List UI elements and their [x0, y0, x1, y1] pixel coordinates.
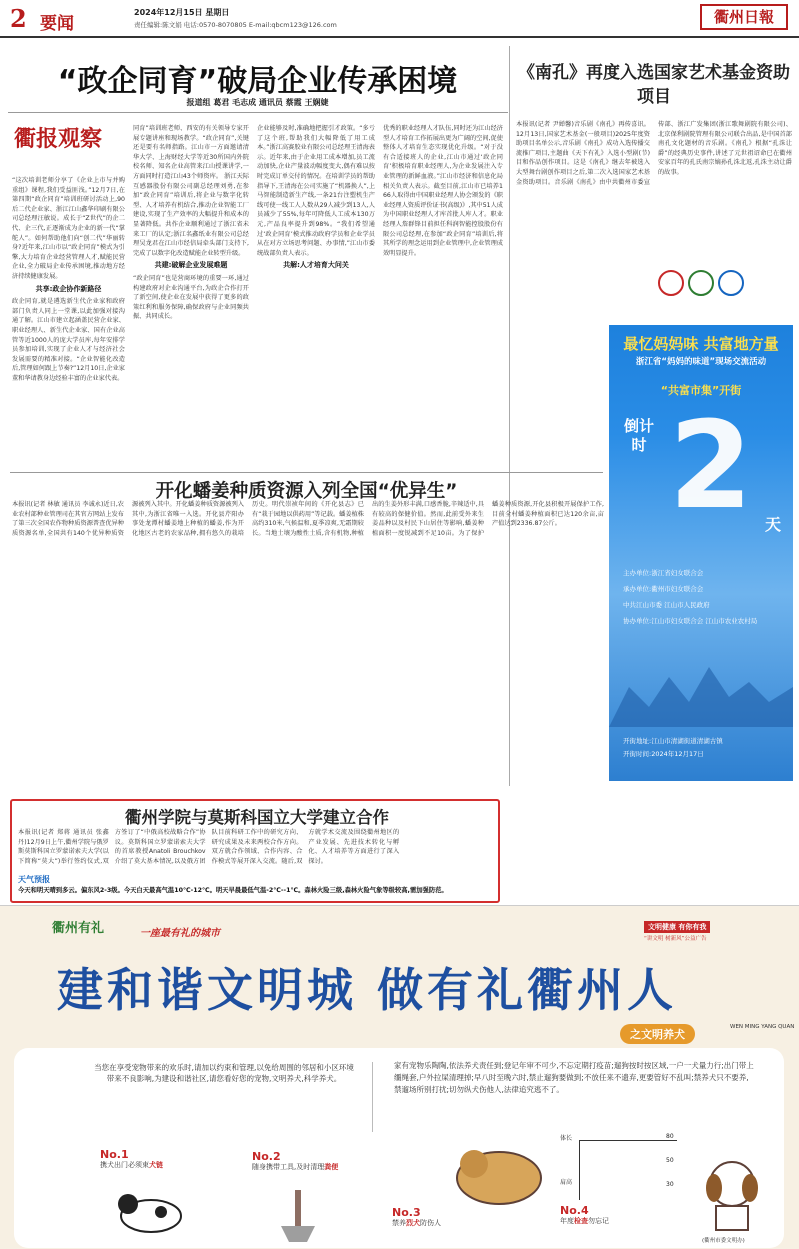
rule-3-tail: 防伤人 [420, 1219, 441, 1227]
rule-3 [392, 1208, 441, 1228]
subhead-1: 共享:政企协作新路径 [35, 284, 102, 293]
event-ad [609, 247, 793, 781]
ruler-mark-50: 50 [666, 1157, 674, 1164]
rule-4-no: No.4 [560, 1204, 589, 1217]
panel-left-text: 当您在享受宠物带来的欢乐时,请加以约束和管理,以免给周围的邻居和小区环境带来不良影响,为建设和谐社区,请您看好您的宠物,文明养犬,科学养犬。 [94, 1063, 354, 1083]
ad-credit: (衢州市委文明办) [702, 1238, 745, 1244]
ad-logos-icon [609, 247, 793, 325]
rule-1-text: 携犬出门必须束 [100, 1161, 149, 1169]
ad-site: 开街地址:江山市清湖街道清湖古镇 [623, 737, 723, 745]
civility-ad [0, 905, 799, 1249]
dog-ruler [560, 1133, 677, 1200]
rule-2 [252, 1152, 338, 1172]
rule-4 [560, 1206, 609, 1226]
headline-story4: 衢州学院与莫斯科国立大学建立合作 [125, 808, 389, 827]
fierce-dog-icon [444, 1128, 554, 1218]
rule-2-no: No.2 [252, 1150, 281, 1163]
story2-body: 本报讯(记者 尹婵馨)音乐剧《南孔》再传喜讯。12月13日,国家艺术基金(一般项目)2025年度资助项目名单公示,音乐剧《南孔》成功入选传播交流推广项目,主题曲《天下有礼》入选小型剧(节)目和作品创作项目。这是《南孔》继去年被选入大型舞台剧创作项目之后,第二次入选国家艺术基金资助项目。音乐剧《南孔》由中共衢州市委宣传部、浙江广发集团(浙江歌舞剧院有限公司)、北京保利剧院管理有限公司联合出品,是中国首部南孔文化题材的音乐剧。《南孔》根据“孔洙让爵”的经典历史事件,讲述了元世祖诏命已在衢州安家百年的孔氏南宗嫡孙孔洙北返,孔洙主动让爵的故事。 [516, 121, 792, 186]
civility-title: 建和谐文明城 做有礼衢州人 [57, 963, 678, 1017]
ruler-length-label: 体长 [560, 1135, 573, 1142]
rules-panel [14, 1048, 784, 1248]
story1-column-3 [257, 124, 375, 466]
page-number: 2 [10, 4, 27, 33]
ad-logo-strip [609, 247, 793, 325]
dog-leash-icon [106, 1176, 196, 1242]
rule-2-key: 粪便 [324, 1163, 339, 1171]
ruler-mark-80: 80 [666, 1133, 674, 1140]
story1-text-1: “这次培训老师分享了《企业上市与并购重组》课程,我们受益匪浅。”12月7日,在第四期“政企同育”培训班研讨活动上,90后二代企业家、浙江江山鑫华印刷有限公司总经理汪敏说。成长于“Z世代”的企二代、企三代,正逐渐成为企业的新一代“掌舵人”。如何帮助他们向“创二代”华丽转身?近年来,江山市以“政企同育”模式为引擎,大力培育企业经营管理人才,赋能民营企业,全力破局企业传承困境,推动地方经济持续健康发展。 [12, 177, 125, 280]
headline-story3: 开化蟠姜种质资源入列全国“优异生” [10, 472, 603, 503]
panel-right-text: 家有宠物乐陶陶,依法养犬责任到;登记年审不可少,不忘定期打疫苗;遛狗按时按区域,一户一犬量力行;出门带上缰绳套,户外拉屎清理掉;早八时至晚六时,禁止遛狗要做到;不放任来不遗弃,更要管好不乱叫;禁养犬只不要养,禁遛场所别打扰;切勿纵犬伤他人,法律追究逃不了。 [394, 1061, 754, 1094]
civility-badge: 文明健康 有你有我 [644, 921, 710, 933]
civility-badge-sub: “讲文明 树新风”公益广告 [644, 936, 707, 942]
story1-column-4 [383, 124, 503, 466]
story1-text-5: “政企同育”也是营商环境的重要一环,通过构建政府对企业沟通平台,为政企合作打开了新空间,使企业在发展中获得了更多的政策红利和服务保障,确保政府与企业同频共振、共同成长。 [133, 274, 249, 321]
issue-date: 2024年12月15日 星期日 [134, 8, 230, 17]
quzhou-logo: 衢州有礼 [52, 921, 105, 936]
story1-column-1 [12, 176, 125, 466]
headline-story1: “政企同育”破局企业传承困境 [57, 64, 458, 99]
weather-text: 今天和明天晴到多云。偏东风2-3级。今天白天最高气温10℃-12℃。明天早晨最低气温-2℃--1℃。森林火险三级,森林火险气象等级较高,需加强防范。 [18, 887, 448, 894]
dog-badge: 之文明养犬 [620, 1024, 695, 1044]
rule-1-key: 犬链 [149, 1161, 163, 1169]
dog-badge-en: WEN MING YANG QUAN [730, 1024, 795, 1030]
observe-label [14, 122, 114, 172]
story4-body: 本报讯(记者 郑蒋 通讯员 张鑫丹)12月9日上午,衢州学院与俄罗斯莫斯科国立罗蒙诺索夫大学(以下简称“莫大”)举行签约仪式,双方签订了“中俄高校战略合作”协议。莫斯科国立罗蒙诺索夫大学的首席教授Anatoli Brouchkov介绍了莫大基本情况,以及俄方团队目前科研工作中的研究方向、研究成果及未来两校合作方向。双方就合作领域、合作内容、合作模式等展开深入交流。随后,双方就学术交流及围绕衢州地区的产业发展、先进技术转化与孵化、人才培养等方面进行了深入探讨。 [18, 829, 400, 865]
weather-label: 天气预报 [18, 875, 50, 884]
ad-unit: 天 [765, 515, 782, 534]
weather-forecast [18, 874, 496, 899]
ad-street: “共富市集”开街 [660, 384, 742, 397]
headline-story2: 《南孔》再度入选国家艺术基金资助项目 [518, 63, 790, 107]
shovel-icon [259, 1188, 339, 1244]
rule-4-tail: 勿忘记 [588, 1217, 609, 1225]
story1-text-6: 企业能够及时,准确地把握引才政策。“多亏了这个班,帮助我们大幅降低了用工成本。”浙江高赛胶业有限公司总经理王清海表示。近年来,由于企业用工成本增加,员工流动加快,企业产量波动幅度变大,偶有难以按时完成订单交付的情况。在培训学员的帮助指导下,王清海在公司实施了“机器换人”,上马智能制造新生产线,一条21台注塑机生产线可使一线工人人数从29人减少到13人,人员减少了55%,每年可降低人工成本130万元,产品良率提升到98%。“我们希望通过‘政企同育’模式推动政府学员和企业学员从在对方立场思考问题、办事情,”江山市委统战部负责人表示。 [257, 125, 375, 257]
byline-story1: 报道组 葛君 毛志成 通讯员 蔡霞 王娴婕 [186, 98, 329, 107]
story1-text-3: 同育”培训班老师、西安的有关领导专家开展专题讲座和现场教学。“政企同育”,关键还是要有名师指路。江山市一方面邀请清华大学、上海财经大学等近30所国内外院校名师、知名企业高管来江山授课讲学,一方面同时打造江山43个师资库。 [133, 125, 249, 180]
story1-column-2 [133, 124, 249, 466]
observe-label-text: 衢报观察 [14, 127, 103, 152]
subhead-3: 共解:人才培育大问关 [283, 261, 349, 270]
story1-text-7: 优秀的职业经理人才队伍,同时还为江山经济型人才培育工作拓展出更为广阔的空间,促使整体人才培育生态实现优化升级。“对于没有合适接班人的企业,江山市通过‘政企同育’积极培育职业经理人,为企业发展注入专业管理的新鲜血液。”江山市经济和信息化局相关负责人表示。截至目前,江山市已培养166人取得由中国职业经理人协会颁发的《职业经理人资质评价证书(高级)》,其中51人成为中国职业经理人才库首批人库人才。职业经理人詹群锋目前担任科润智能控股股份有限公司总经理,在参加“政企同育”培训后,将其所学的理念运用到企业管理中,企业管理成效明显提升。 [383, 125, 503, 257]
editor-info: 责任编辑:陈文娟 电话:0570-8070805 E-mail:qbcm123@126.com [134, 21, 337, 29]
rule-3-no: No.3 [392, 1206, 421, 1219]
rule-1 [100, 1150, 163, 1170]
ad-countdown: 倒计时 [624, 417, 655, 454]
rule-1-no: No.1 [100, 1148, 129, 1161]
ad-organizers [623, 565, 791, 629]
ad-org-1: 主办单位:浙江省妇女联合会 [623, 569, 704, 577]
rule-3-key: 烈犬 [406, 1219, 420, 1227]
beagle-icon [694, 1154, 770, 1234]
ruler-mark-30: 30 [666, 1181, 674, 1188]
ad-org-4: 协办单位:江山市妇女联合会 江山市农业农村局 [623, 617, 758, 625]
ad-org-3: 中共江山市委 江山市人民政府 [623, 601, 710, 609]
ad-event: 浙江省“妈妈的味道”现场交流活动 [635, 357, 767, 367]
ad-time: 开街时间:2024年12月17日 [623, 750, 704, 758]
ad-org-2: 承办单位:衢州市妇女联合会 [623, 585, 704, 593]
newspaper-logo: 衢州日報 [700, 4, 788, 30]
ad-skyline-icon [609, 647, 793, 727]
story3-body: 本报讯(记者 林敏 通讯员 李诚永)近日,农业农村部种业管理司在其官方网站上发布了第三次全国农作物种质资源普查优异种质资源名单,全国共有140个优异种质资源被列入其中。开化蟠姜种质资源被列入其中,为浙江省唯一入选。开化县芹阳办事处龙潭村蟠姜地上种植的蟠姜,作为开化地区古老的农家品种,拥有悠久的栽培历史。明代崇祯年间的《开化县志》已有“栽于园地以供药用”等记载。蟠姜植株高约310米,气候温和,夏季凉爽,无霜期较长。当地土壤为酸性土质,含有机物,种植出的生姜外形丰满,口感香脆,辛辣适中,具有较高的保健价值。然而,此前受外来生姜品种以及村民下山居住等影响,蟠姜种植面积一度锐减到不足10亩。为了保护蟠姜种质资源,开化县积极开展保护工作,目前全村蟠姜种植面积已达120余亩,亩产值达到2336.87公斤。 [12, 501, 604, 537]
rule-2-text: 随身携带工具,及时清理 [252, 1163, 325, 1171]
ad-footer [623, 735, 791, 761]
rule-4-text: 年度 [560, 1217, 574, 1225]
panel-divider [372, 1062, 373, 1132]
story1-text-4: 浙江天际互感器股份有限公司副总经理刘勇,在参加“政企同育”培训后,将企业与数字化转型、人才培养有机结合,推动企业智能工厂建设,实现了生产效率的大幅提升和成本的显著降低。共作企业顺利通过了浙江省未来工厂的认定;浙江名鑫纸业有限公司总经理吴龙君在江山市经信局牵头部门支持下,完成了以数字化改造赋能企业转型升级。 [133, 172, 249, 257]
rule-3-text: 禁养 [392, 1219, 406, 1227]
story1-text-2: 政企同育,就是遴选新生代企业家和政府部门负责人同上一堂课,以此加强对接沟通了解。江山市建立起涵盖民营企业家、职业经理人、新生代企业家、国有企业高管等近1000人的庞大学员库,每年安排学员参加培训,实现了企业人才与经济社会发展需要的精准对接。“企业智能化改造后,管理如何跟上节奏?”12月10日,企业家董和华请教身边经验丰富的企业家代表。 [12, 298, 125, 382]
section-name: 要闻 [40, 14, 74, 34]
divider [8, 112, 508, 113]
subhead-2: 共建:破解企业发展难题 [154, 261, 228, 270]
page-header [0, 0, 799, 38]
city-slogan: 一座最有礼的城市 [140, 928, 220, 939]
ruler-height-label: 肩高 [560, 1179, 573, 1186]
ad-slogan: 最忆妈妈味 共富地方量 [623, 335, 779, 353]
ad-number: 2 [669, 397, 753, 536]
rule-4-key: 检查 [574, 1217, 588, 1225]
